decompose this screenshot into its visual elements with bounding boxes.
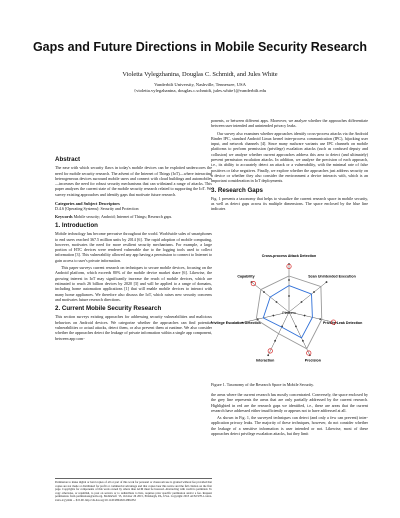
right-p1: ponents, or between different apps. Moreover, we analyze whether the approaches differentiate between user intended and unintended privacy leaks. xyxy=(211,118,368,129)
keywords-label: Keywords xyxy=(55,213,73,219)
axis-tick xyxy=(276,301,278,303)
copyright-footnote: Permission to make digital or hard copies of all or part of this work for personal or classroom use is granted without fee provided that copies are not made or distributed for profit or commercial advantage and that copies bear this notice and the full citation on the first page. Copyrights for components of this work owned by others than ACM must be honored. Abstracting with credit is permitted. To copy otherwise, or republish, to post on servers or to redistribute to lists, requires prior specific permission and/or a fee. Request permissions from permissions@acm.org. MobileSoft '15, October 26 2015, Pittsburgh, PA, USA. Copyright 2015 ACM 978-1-xxxx-xxxx-x/yy/mm ... $15.00. http://dx.doi.org/10.1145/2804345.2804352 xyxy=(55,480,212,502)
axis-label: Precision xyxy=(304,358,321,363)
emails: {violetta.vylegzhanina, douglas.c.schmidt, jules.white}@vanderbilt.edu xyxy=(133,88,267,93)
section-3-p1: Fig. 1 presents a taxonomy that helps to visualize the current research space in mobile security, as well as detect gaps across its multiple dimensions. The space enclosed by the blue line indicates xyxy=(211,195,368,212)
right-column-lower xyxy=(211,392,368,438)
section-3-heading: 3. Research Gaps xyxy=(211,186,263,194)
categories-text: D.4.6 [Operating Systems]: Security and Protection xyxy=(55,206,139,212)
axis-tick xyxy=(288,279,290,281)
section-2-heading: 2. Current Mobile Security Research xyxy=(55,305,162,313)
abstract-text: The ease with which security flaws in today's mobile devices can be exploited underscores the need for mobile security research. The advent of the Internet of Things (IoT)—where interacting heterogeneous devices surround mobile users and connect with cloud buildings and automobiles—increases the need for robust security mechanisms that can withstand a range of attacks. This paper analyzes the current state of the mobile security research related to supporting the IoT. We survey existing approaches and identify gaps that motivate future research. xyxy=(55,165,212,197)
right-p3: the areas where the current research has mostly concentrated. Conversely, the space enclosed by the grey line represents the areas that are only partially addressed by the current research. Highlighted in red are the research gaps we identified, i.e., these are areas that the current research have addressed either insufficiently or appears not to have addressed at all. xyxy=(211,392,368,413)
right-column xyxy=(211,118,368,214)
axis-label: Privacy Leak Detection xyxy=(322,321,363,326)
right-p4: As shown in Fig. 1, the surveyed techniques can detect (and only a few can prevent) inter-application privacy leaks. The majority of these techniques, however, do not consider whether the leakage of a sensitive information is user intended or not. Likewise, most of these approaches detect privilege escalation attacks, but they limit xyxy=(211,415,368,437)
figure-caption: Figure 1. Taxonomy of the Research Space in Mobile Security. xyxy=(211,382,314,387)
axis-tick xyxy=(274,340,276,342)
axis-tick xyxy=(319,318,321,320)
authors: Violetta Vylegzhanina, Douglas C. Schmidt, and Jules White xyxy=(122,71,278,78)
axis-label: Interaction xyxy=(255,358,275,363)
paper-title: Gaps and Future Directions in Mobile Security Research xyxy=(32,40,368,54)
taxonomy-radar-diagram xyxy=(211,248,368,378)
section-1-p2: This paper surveys current research on techniques to secure mobile devices, focusing on the Android platform, which exceeds 80% of the mobile device market share [6]. Likewise, the growing interest in IoT may significantly increase the reach of mobile devices, which are estimated to reach 26 billion devices by 2020 [3] and will be applied to a range of domains, including home automation applications [1] that will enable mobile devices to interact with many home appliances. We therefore also discuss the IoT, which raises new security concerns and motivates future research directions. xyxy=(55,265,212,302)
right-p2: Our survey also examines whether approaches identify cross-process attacks via the Android Binder IPC, standard Android Linux kernel inter-process communication (IPC), hijacking user input, and network channels [4]. Since many malware variants use IPC channels on mobile platforms to perform permission (privilege) escalation attacks (such as confused deputy and collusion) we analyze whether current approaches address this area to detect (and ultimately) prevent permission escalation attacks. In addition, we analyze the precision of each approach, i.e., its ability to accurately detect an attack or a vulnerability, with the minimal rate of false positives or false negatives. Finally, we explore whether the approaches just address security on a device or whether they also consider the environment a device interacts with, which is an important consideration in IoT deployments. xyxy=(211,130,368,184)
section-2-p1: This section surveys existing approaches for addressing security vulnerabilities and malicious behaviors on Android devices. We categorize whether the approaches can find potential vulnerabilities or actual attacks, detect them, or also prevent them at runtime. We also consider whether the approaches detect the leakage of private information within a single app component, between app com- xyxy=(55,314,212,341)
section-1-p1: Mobile technology has become pervasive throughout the world. Worldwide sales of smartphones to end users reached 367.5 million units by 2014 [6]. The rapid adoption of mobile computing, however, motivates the need for more resilient security mechanisms. For example, a large portion of HTC devices were rendered vulnerable due to the logging tools used to collect information [3]. This vulnerability allowed any app having a permission to connect to Internet to gain access to user's private information. xyxy=(55,231,212,263)
axis-tick xyxy=(273,315,275,317)
axis-tick xyxy=(326,281,328,283)
axis-label: Cross-process Attack Detection xyxy=(261,254,317,258)
axis-tick xyxy=(313,291,315,293)
axis-tick xyxy=(267,354,269,356)
abstract-heading: Abstract xyxy=(55,156,81,163)
axis-tick xyxy=(295,326,297,328)
keywords xyxy=(55,214,212,219)
keywords-text: Mobile security; Android; Internet of Things; Research gaps. xyxy=(73,213,173,219)
axis-tick xyxy=(304,315,306,317)
categories-label: Categories and Subject Descriptors xyxy=(55,201,120,207)
axis-label: Capability xyxy=(237,274,255,279)
center-label: Platform xyxy=(282,311,296,315)
axis-tick xyxy=(302,340,304,342)
left-column xyxy=(55,117,212,343)
axis-label: Scan Unintended Execution xyxy=(308,274,356,279)
affiliation-line: Vanderbilt University, Nashville, Tennessee, USA xyxy=(154,82,246,87)
affiliation xyxy=(0,82,400,94)
figure-1 xyxy=(211,248,368,378)
axis-label: Privilege Escalation Detection xyxy=(211,321,262,326)
axis-tick xyxy=(263,291,265,293)
axis-tick xyxy=(288,295,290,297)
axis-tick xyxy=(301,301,303,303)
section-1-heading: 1. Introduction xyxy=(55,221,98,229)
